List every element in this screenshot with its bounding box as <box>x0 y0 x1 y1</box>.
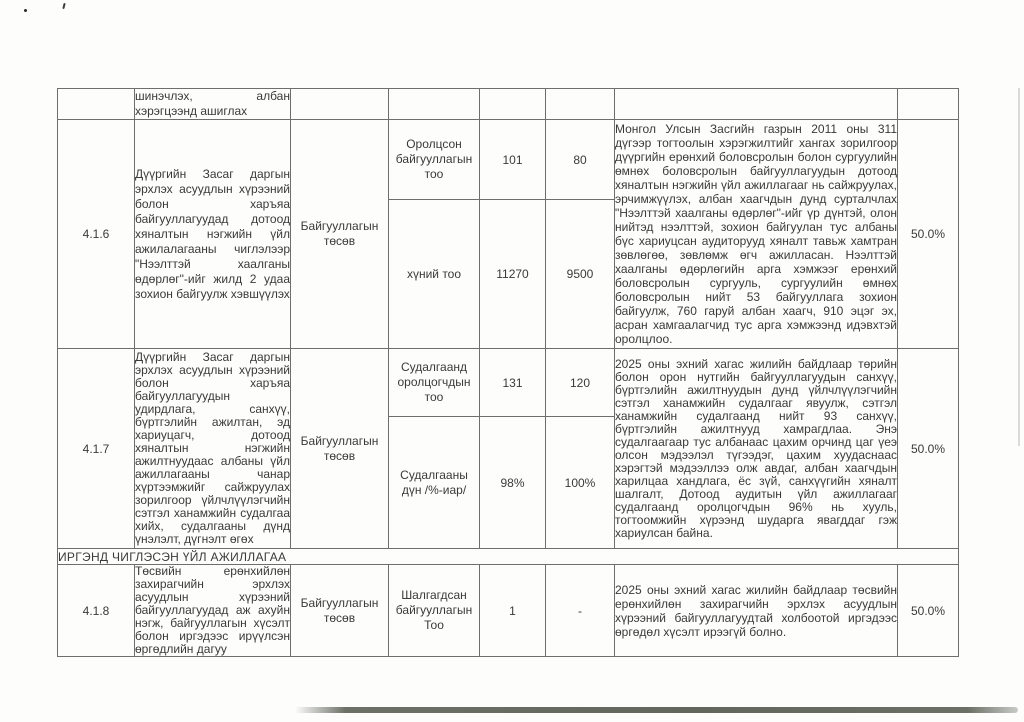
empty-cell <box>546 89 615 120</box>
indicator-name-cell: Оролцсон байгууллагын тоо <box>389 120 480 200</box>
task-cell: Төсвийн ерөнхийлөн захирагчийн эрхлэх асуудлын хүрээний байгууллагуудад аж ахуйн нэгж, байгууллагын хүсэлт болон иргэдээс ирүүлсэн өргөдлийн дагуу <box>135 564 290 656</box>
result-cell: 2025 оны эхний хагас жилийн байдлаар төрийн болон орон нутгийн байгууллагуудын санхүү, бүртгэлийн ажилтнуудын дунд үйлчлүүлэгчийн сэтгэл ханамжийн судалгааг явуулж, сэтгэл ханамжийн судалгаанд нийт 93 санхүү, бүртгэлийн ажилтнууд хамрагдлаа. Энэ судалгаагаар тус албанаас цахим орчинд цаг үеэ олсон мэдээлэл түгээдэг, цахим хуудаснаас хэрэгтэй мэдээллээ олж авдаг, албан хаагчдын харилцаа хандлага, ёс зүй, санхүүгийн хяналт шалгалт, Дотоод аудитын үйл ажиллагааг судалгаанд оролцогчдын 96% нь хууль, тогтоомжийн хүрээнд шударга явагддаг гэж хариулсан байна. <box>615 349 898 549</box>
scan-speck <box>24 9 27 12</box>
index-cell-empty <box>58 89 135 120</box>
empty-cell <box>389 89 480 120</box>
table-row-418 <box>58 565 959 657</box>
indicator-name-cell: Судалгааны дүн /%-иар/ <box>389 417 480 549</box>
index-cell: 4.1.8 <box>58 565 135 657</box>
index-cell: 4.1.6 <box>58 120 135 349</box>
section-header-row <box>58 549 959 565</box>
section-header: ИРГЭНД ЧИГЛЭСЭН ҮЙЛ АЖИЛЛАГАА <box>58 549 959 565</box>
actual-value-cell: - <box>546 565 615 657</box>
plan-value-cell: 131 <box>480 349 546 417</box>
task-cell: Дүүргийн Засаг даргын эрхлэх асуудлын хүрээний болон харъяа байгууллагуудын удирдлага, санхүү, бүртгэлийн ажилтан, эд хариуцагч, дотоод хяналтын нэгжийн ажилтнуудаас албаны үйл ажиллагааны чанар хүртээмжийг сайжруулах зорилгоор үйлчлүүлэгчийн сэтгэл ханамжийн судалгаа хийх, судалгааны дүнд үнэлэлт, дүгнэлт өгөх <box>135 349 291 549</box>
empty-cell <box>615 89 898 120</box>
performance-cell: 50.0% <box>898 120 959 349</box>
performance-table <box>57 88 959 657</box>
indicator-name-cell: Судалгаанд оролцогчдын тоо <box>389 349 480 417</box>
empty-cell <box>480 89 546 120</box>
actual-value-cell: 120 <box>546 349 615 417</box>
performance-cell: 50.0% <box>898 349 959 549</box>
plan-value-cell: 101 <box>480 120 546 200</box>
actual-value-cell: 100% <box>546 417 615 549</box>
task-cell: Дүүргийн Засаг даргын эрхлэх асуудлын хүрээний болон харъяа байгууллагуудад дотоод хяналтын нэгжийн үйл ажилалагааны чиглэлээр "Нээлттэй хаалганы өдөрлөг"-ийг жилд 2 удаа зохион байгуулж хэвшүүлэх <box>135 120 291 349</box>
scan-edge-line <box>1018 88 1020 446</box>
result-cell: 2025 оны эхний хагас жилийн байдлаар төсвийн ерөнхийлөн захирагчийн эрхлэх асуудлын хүрээний байгууллагуудтай холбоотой иргэдээс өргөдөл хүсэлт ирээгүй болно. <box>615 565 898 657</box>
plan-value-cell: 1 <box>480 565 546 657</box>
scan-speck <box>62 3 65 9</box>
budget-cell: Байгууллагын төсөв <box>291 120 389 349</box>
scan-shadow-bar <box>295 707 1018 713</box>
task-continuation-cell: шинэчлэх, албан хэрэгцээнд ашиглах <box>135 89 290 118</box>
index-cell: 4.1.7 <box>58 349 135 549</box>
table-row-continuation <box>58 89 959 120</box>
indicator-name-cell: Шалгагдсан байгууллагын Тоо <box>389 565 480 657</box>
table-row-417 <box>58 349 959 417</box>
actual-value-cell: 9500 <box>546 200 615 349</box>
plan-value-cell: 98% <box>480 417 546 549</box>
budget-cell: Байгууллагын төсөв <box>291 565 389 657</box>
budget-cell: Байгууллагын төсөв <box>291 349 389 549</box>
empty-cell <box>291 89 389 120</box>
performance-cell: 50.0% <box>898 565 959 657</box>
result-cell: Монгол Улсын Засгийн газрын 2011 оны 311 дүгээр тогтоолын хэрэгжилтийг хангах зорилгоор дүүргийн ерөнхий боловсролын болон сургуулийн өмнөх боловсролын байгууллагуудын дотоод хяналтын нэгжийн үйл ажиллагааг нь сайжруулах, эрчимжүүлэх, албан хаагчдын дунд сурталчлах "Нээлттэй хаалганы өдөрлөг"-ийг үр дүнтэй, олон нийтэд нээлттэй, зохион байгуулан тус албаны бүс хариуцсан аудиторууд хяналт тавьж хамтран зөвлөгөө, зөвлөмж өгч ажилласан. Нээлттэй хаалганы өдөрлөгийн арга хэмжээг ерөнхий боловсролын сургууль, сургуулийн өмнөх боловсролын нийт 53 байгууллага зохион байгуулж, 760 гаруй албан хаагч, 910 эцэг эх, асран хамгаалагчид тус арга хэмжээнд идэвхтэй оролцлоо. <box>615 120 898 349</box>
table-row-416 <box>58 120 959 200</box>
indicator-name-cell: хүний тоо <box>389 200 480 349</box>
empty-cell <box>898 89 959 120</box>
actual-value-cell: 80 <box>546 120 615 200</box>
plan-value-cell: 11270 <box>480 200 546 349</box>
